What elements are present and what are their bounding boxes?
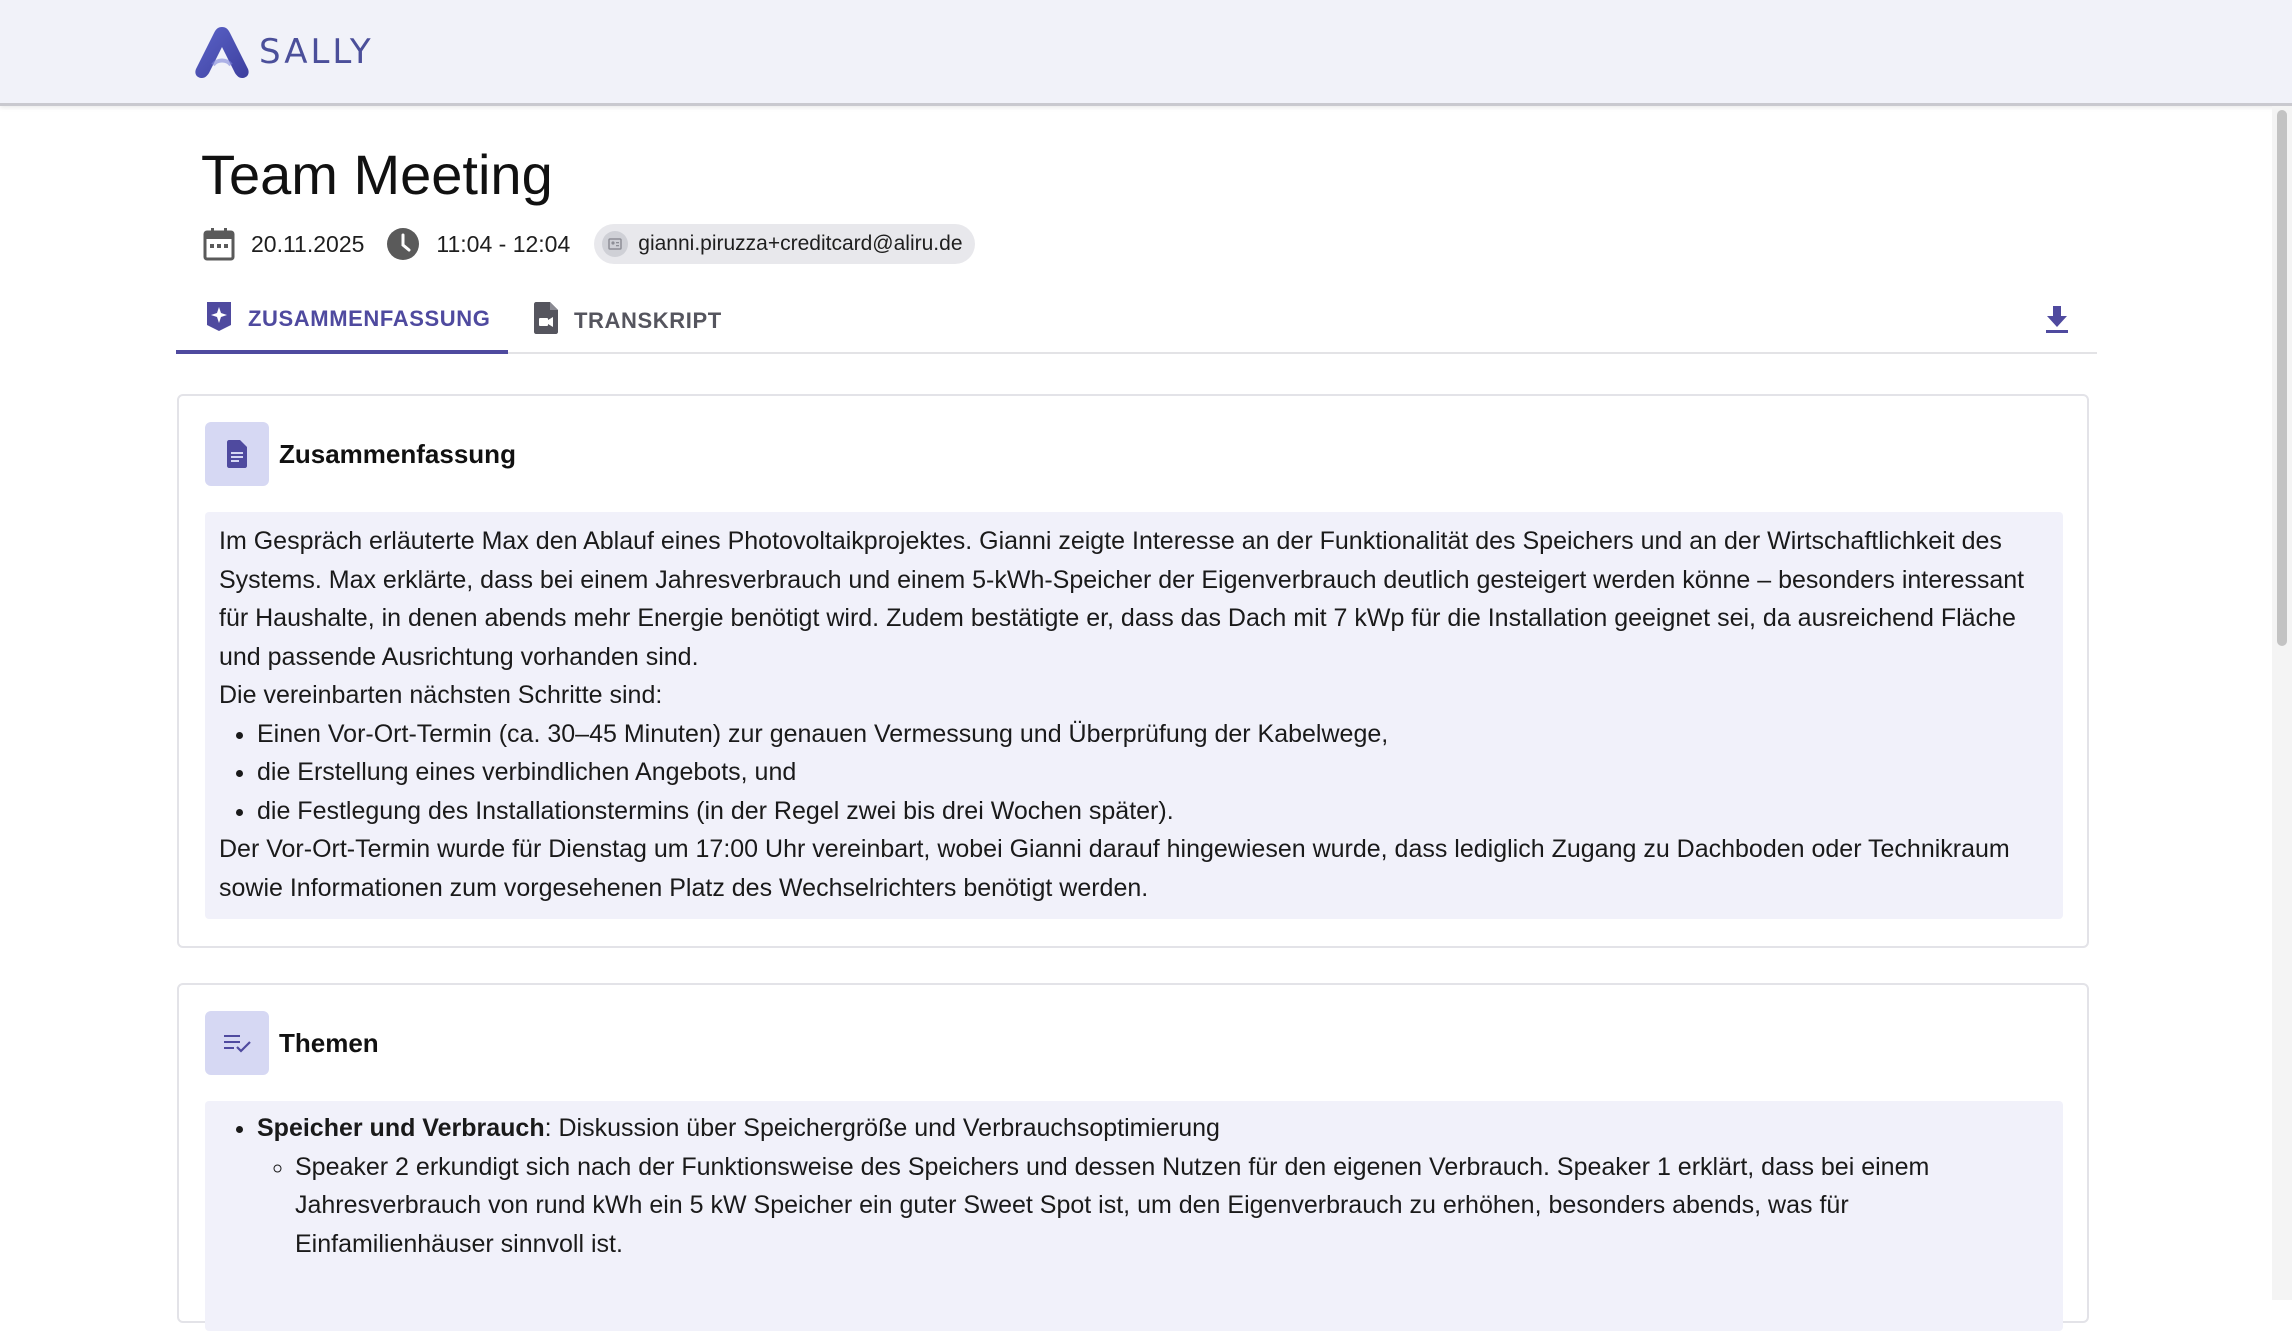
- tab-zusammenfassung-label: ZUSAMMENFASSUNG: [248, 305, 491, 331]
- sally-logo[interactable]: [193, 25, 374, 79]
- topics-list: [219, 1109, 2049, 1263]
- next-steps-list: [219, 715, 2049, 831]
- app-bar: [0, 0, 2292, 106]
- list-item: • Einen Vor-Ort-Termin (ca. 30–45 Minuten) zur genauen Vermessung und Überprüfung der Kabelwege,: [257, 715, 2049, 754]
- calendar-icon: [203, 227, 235, 261]
- summary-heading: Zusammenfassung: [279, 438, 516, 469]
- summary-card-header: [205, 422, 516, 486]
- list-item: • die Festlegung des Installationstermins (in der Regel zwei bis drei Wochen später).: [257, 792, 2049, 831]
- list-item: • die Erstellung eines verbindlichen Angebots, und: [257, 753, 2049, 792]
- meeting-meta: [203, 222, 975, 266]
- topic-detail: ◦ Speaker 2 erkundigt sich nach der Funktionsweise des Speichers und dessen Nutzen für den eigenen Verbrauch. Speaker 1 erklärt, dass bei einem Jahresverbrauch von rund kWh ein 5 kW Speicher ein guter Sweet Spot ist, um den Eigenverbrauch zu erhöhen, besonders abends, was für Einfamilienhäuser sinnvoll ist.: [295, 1148, 2049, 1264]
- participant-chip[interactable]: [594, 224, 974, 264]
- checklist-icon: [205, 1011, 269, 1075]
- scrollbar-thumb[interactable]: [2277, 110, 2287, 646]
- topic-description: : Diskussion über Speichergröße und Verbrauchsoptimierung: [544, 1114, 1220, 1142]
- topic-item: [257, 1109, 2049, 1263]
- summary-closing: Der Vor-Ort-Termin wurde für Dienstag um 17:00 Uhr vereinbart, wobei Gianni darauf hingewiesen wurde, dass lediglich Zugang zu Dachboden oder Technikraum sowie Informationen zum vorgesehenen Platz des Wechselrichters benötigt werden.: [219, 835, 2010, 902]
- sparkle-icon: [204, 300, 234, 338]
- clock-icon: [386, 227, 420, 261]
- sally-logo-icon: [193, 25, 251, 79]
- summary-card: [177, 394, 2089, 948]
- topics-card-header: [205, 1011, 379, 1075]
- download-icon: [2044, 304, 2070, 339]
- participant-email: gianni.piruzza+creditcard@aliru.de: [638, 232, 963, 255]
- summary-content: [205, 512, 2063, 919]
- topics-content: [205, 1101, 2063, 1331]
- document-icon: [205, 422, 269, 486]
- contact-icon: [602, 231, 628, 257]
- tab-zusammenfassung[interactable]: [176, 287, 508, 354]
- video-file-icon: [532, 301, 560, 341]
- logo-text: SALLY: [259, 32, 374, 72]
- page-scrollbar[interactable]: [2272, 106, 2292, 1300]
- tab-bar: [176, 287, 2097, 354]
- summary-steps-intro: Die vereinbarten nächsten Schritte sind:: [219, 681, 663, 709]
- tab-transkript[interactable]: [532, 287, 732, 354]
- topic-name: Speicher und Verbrauch: [257, 1114, 545, 1142]
- topics-heading: Themen: [279, 1027, 379, 1058]
- topics-card: [177, 983, 2089, 1323]
- tab-transkript-label: TRANSKRIPT: [574, 307, 722, 333]
- meeting-time: 11:04 - 12:04: [436, 230, 571, 257]
- page-title: Team Meeting: [201, 143, 553, 206]
- summary-intro: Im Gespräch erläuterte Max den Ablauf eines Photovoltaikprojektes. Gianni zeigte Interesse an der Funktionalität des Speichers und an der Wirtschaftlichkeit des Systems. Max erklärte, dass bei einem Jahresverbrauch und einem 5-kWh-Speicher der Eigenverbrauch deutlich gesteigert werden könne – besonders interessant für Haushalte, in denen abends mehr Energie benötigt wird. Zudem bestätigte er, dass das Dach mit 7 kWp für die Installation geeignet sei, da ausreichend Fläche und passende Ausrichtung vorhanden sind.: [219, 527, 2025, 671]
- download-button[interactable]: [2039, 303, 2075, 339]
- meeting-date: 20.11.2025: [251, 230, 365, 257]
- topic-details-list: [257, 1148, 2049, 1264]
